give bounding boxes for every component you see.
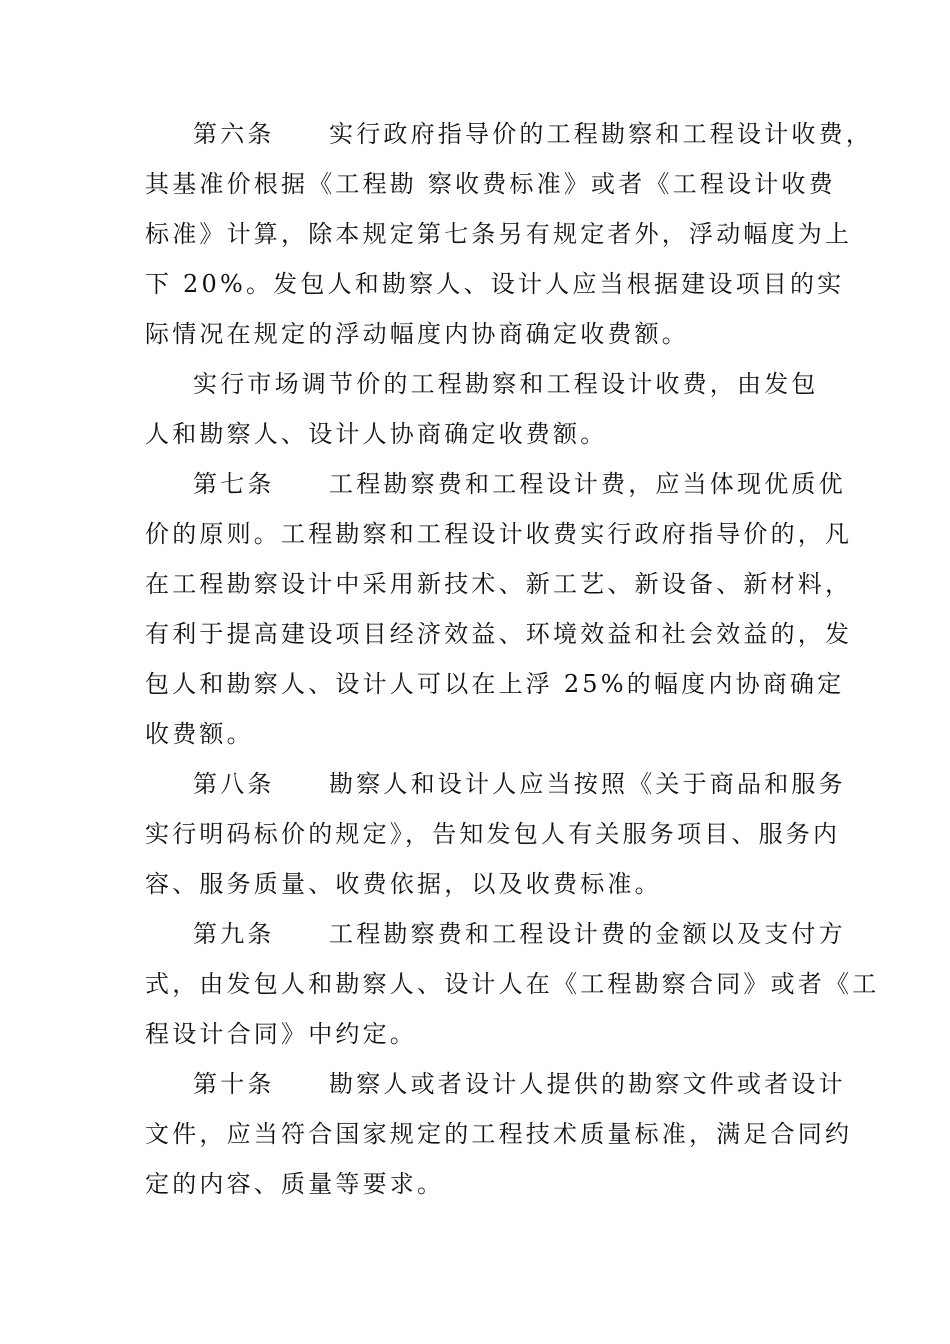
article-9-line-3: 程设计合同》中约定。 xyxy=(145,1020,417,1048)
article-9-line-1: 第九条 工程勘察费和工程设计费的金额以及支付方 xyxy=(193,920,846,948)
article-10-line-2: 文件，应当符合国家规定的工程技术质量标准，满足合同约 xyxy=(145,1120,853,1148)
article-7-line-5: 包人和勘察人、设计人可以在上浮 25%的幅度内协商确定 xyxy=(145,670,845,698)
article-8-line-3: 容、服务质量、收费依据，以及收费标准。 xyxy=(145,870,662,898)
article-10-line-1: 第十条 勘察人或者设计人提供的勘察文件或者设计 xyxy=(193,1070,846,1098)
article-6-line-1: 第六条 实行政府指导价的工程勘察和工程设计收费， xyxy=(193,120,873,148)
article-6-line-3: 标准》计算，除本规定第七条另有规定者外，浮动幅度为上 xyxy=(145,220,853,248)
article-7-line-4: 有利于提高建设项目经济效益、环境效益和社会效益的，发 xyxy=(145,620,853,648)
article-7-line-2: 价的原则。工程勘察和工程设计收费实行政府指导价的，凡 xyxy=(145,520,853,548)
market-price-line-1: 实行市场调节价的工程勘察和工程设计收费，由发包 xyxy=(193,370,819,398)
article-10-line-3: 定的内容、质量等要求。 xyxy=(145,1170,445,1198)
article-6-line-4: 下 20%。发包人和勘察人、设计人应当根据建设项目的实 xyxy=(145,270,845,298)
article-7-line-6: 收费额。 xyxy=(145,720,254,748)
article-8-line-1: 第八条 勘察人和设计人应当按照《关于商品和服务 xyxy=(193,770,846,798)
article-8-line-2: 实行明码标价的规定》，告知发包人有关服务项目、服务内 xyxy=(145,820,841,848)
article-9-line-2: 式，由发包人和勘察人、设计人在《工程勘察合同》或者《工 xyxy=(145,970,880,998)
article-7-line-3: 在工程勘察设计中采用新技术、新工艺、新设备、新材料， xyxy=(145,570,853,598)
article-6-line-5: 际情况在规定的浮动幅度内协商确定收费额。 xyxy=(145,320,689,348)
market-price-line-2: 人和勘察人、设计人协商确定收费额。 xyxy=(145,420,608,448)
article-7-line-1: 第七条 工程勘察费和工程设计费，应当体现优质优 xyxy=(193,470,846,498)
article-6-line-2: 其基准价根据《工程勘 察收费标准》或者《工程设计收费 xyxy=(145,170,836,198)
